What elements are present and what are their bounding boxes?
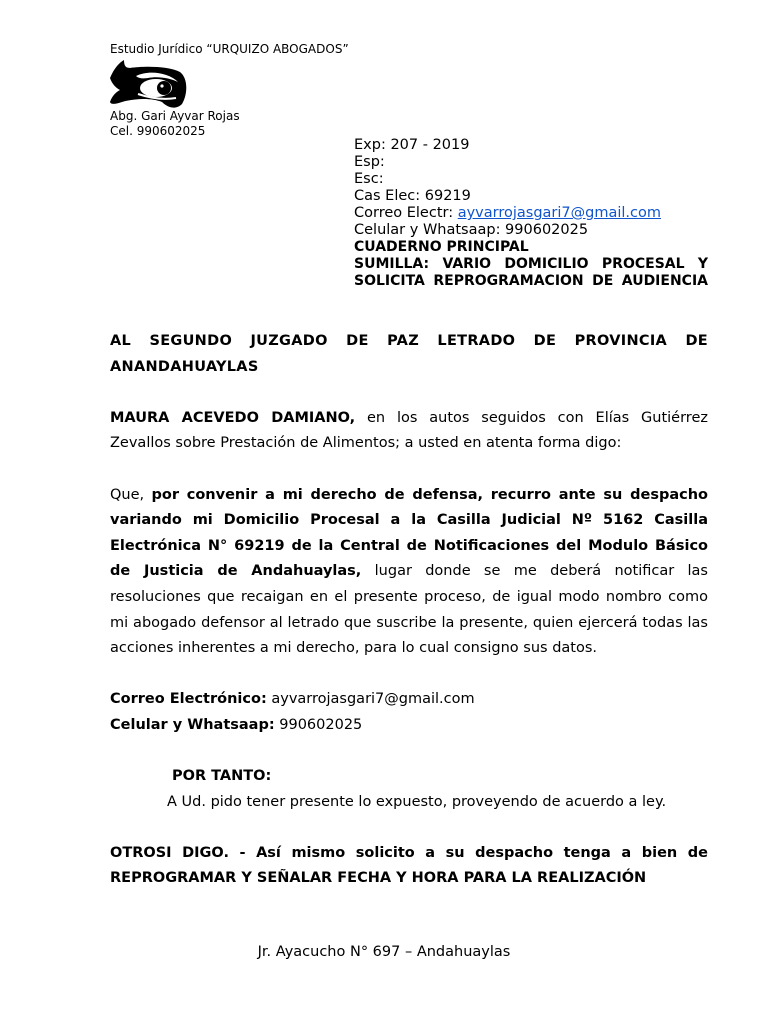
casilla-electronica: Cas Elec: 69219 [354,188,471,204]
escrito: Esc: [354,171,384,187]
otrosi-paragraph: OTROSI DIGO. - Así mismo solicito a su despacho tenga a bien de REPROGRAMAR Y SEÑALAR FECHA Y HORA PARA LA REALIZACIÓN [110,844,708,887]
lawyer-name: Abg. Gari Ayvar Rojas [110,109,240,123]
email-label: Correo Electr: [354,205,458,221]
case-metadata [354,137,708,290]
lawyer-phone: Cel. 990602025 [110,124,206,138]
petitioner-name: MAURA ACEVEDO DAMIANO, [110,409,356,426]
email-link[interactable]: ayvarrojasgari7@gmail.com [457,205,661,221]
email-line [354,205,708,222]
cuaderno: CUADERNO PRINCIPAL [354,239,529,255]
phone-line: Celular y Whatsaap: 990602025 [354,222,589,238]
firm-logo-icon [108,58,190,110]
contact-email: Correo Electrónico: ayvarrojasgari7@gmail.com [110,691,475,708]
intro-paragraph: MAURA ACEVEDO DAMIANO, en los autos seguidos con Elías Gutiérrez Zevallos sobre Prestación de Alimentos; a usted en atenta forma digo: [110,409,708,452]
addressee: AL SEGUNDO JUZGADO DE PAZ LETRADO DE PROVINCIA DE ANANDAHUAYLAS [110,333,708,375]
por-tanto-request: A Ud. pido tener presente lo expuesto, proveyendo de acuerdo a ley. [167,793,667,810]
contact-phone: Celular y Whatsaap: 990602025 [110,716,363,733]
footer-address: Jr. Ayacucho N° 697 – Andahuaylas [257,944,511,960]
firm-name: Estudio Jurídico “URQUIZO ABOGADOS” [110,42,349,56]
sumilla: SUMILLA: VARIO DOMICILIO PROCESAL Y SOLICITA REPROGRAMACION DE AUDIENCIA [354,256,708,289]
request-paragraph: Que, por convenir a mi derecho de defensa, recurro ante su despacho variando mi Domicilio Procesal a la Casilla Judicial Nº 5162 Casilla Electrónica N° 69219 de la Central de Notificaciones del Modulo Básico de Justicia de Andahuaylas, lugar donde se me deberá notificar las resoluciones que recaigan en el presente proceso, de igual modo nombro como mi abogado defensor al letrado que suscribe la presente, quien ejercerá todas las acciones inherentes a mi derecho, para lo cual consigno sus datos. [110,486,708,657]
especialista: Esp: [354,154,385,170]
por-tanto-heading: POR TANTO: [172,768,272,785]
document-body [110,329,708,892]
expediente: Exp: 207 - 2019 [354,137,470,153]
lawyer-info [110,109,240,139]
